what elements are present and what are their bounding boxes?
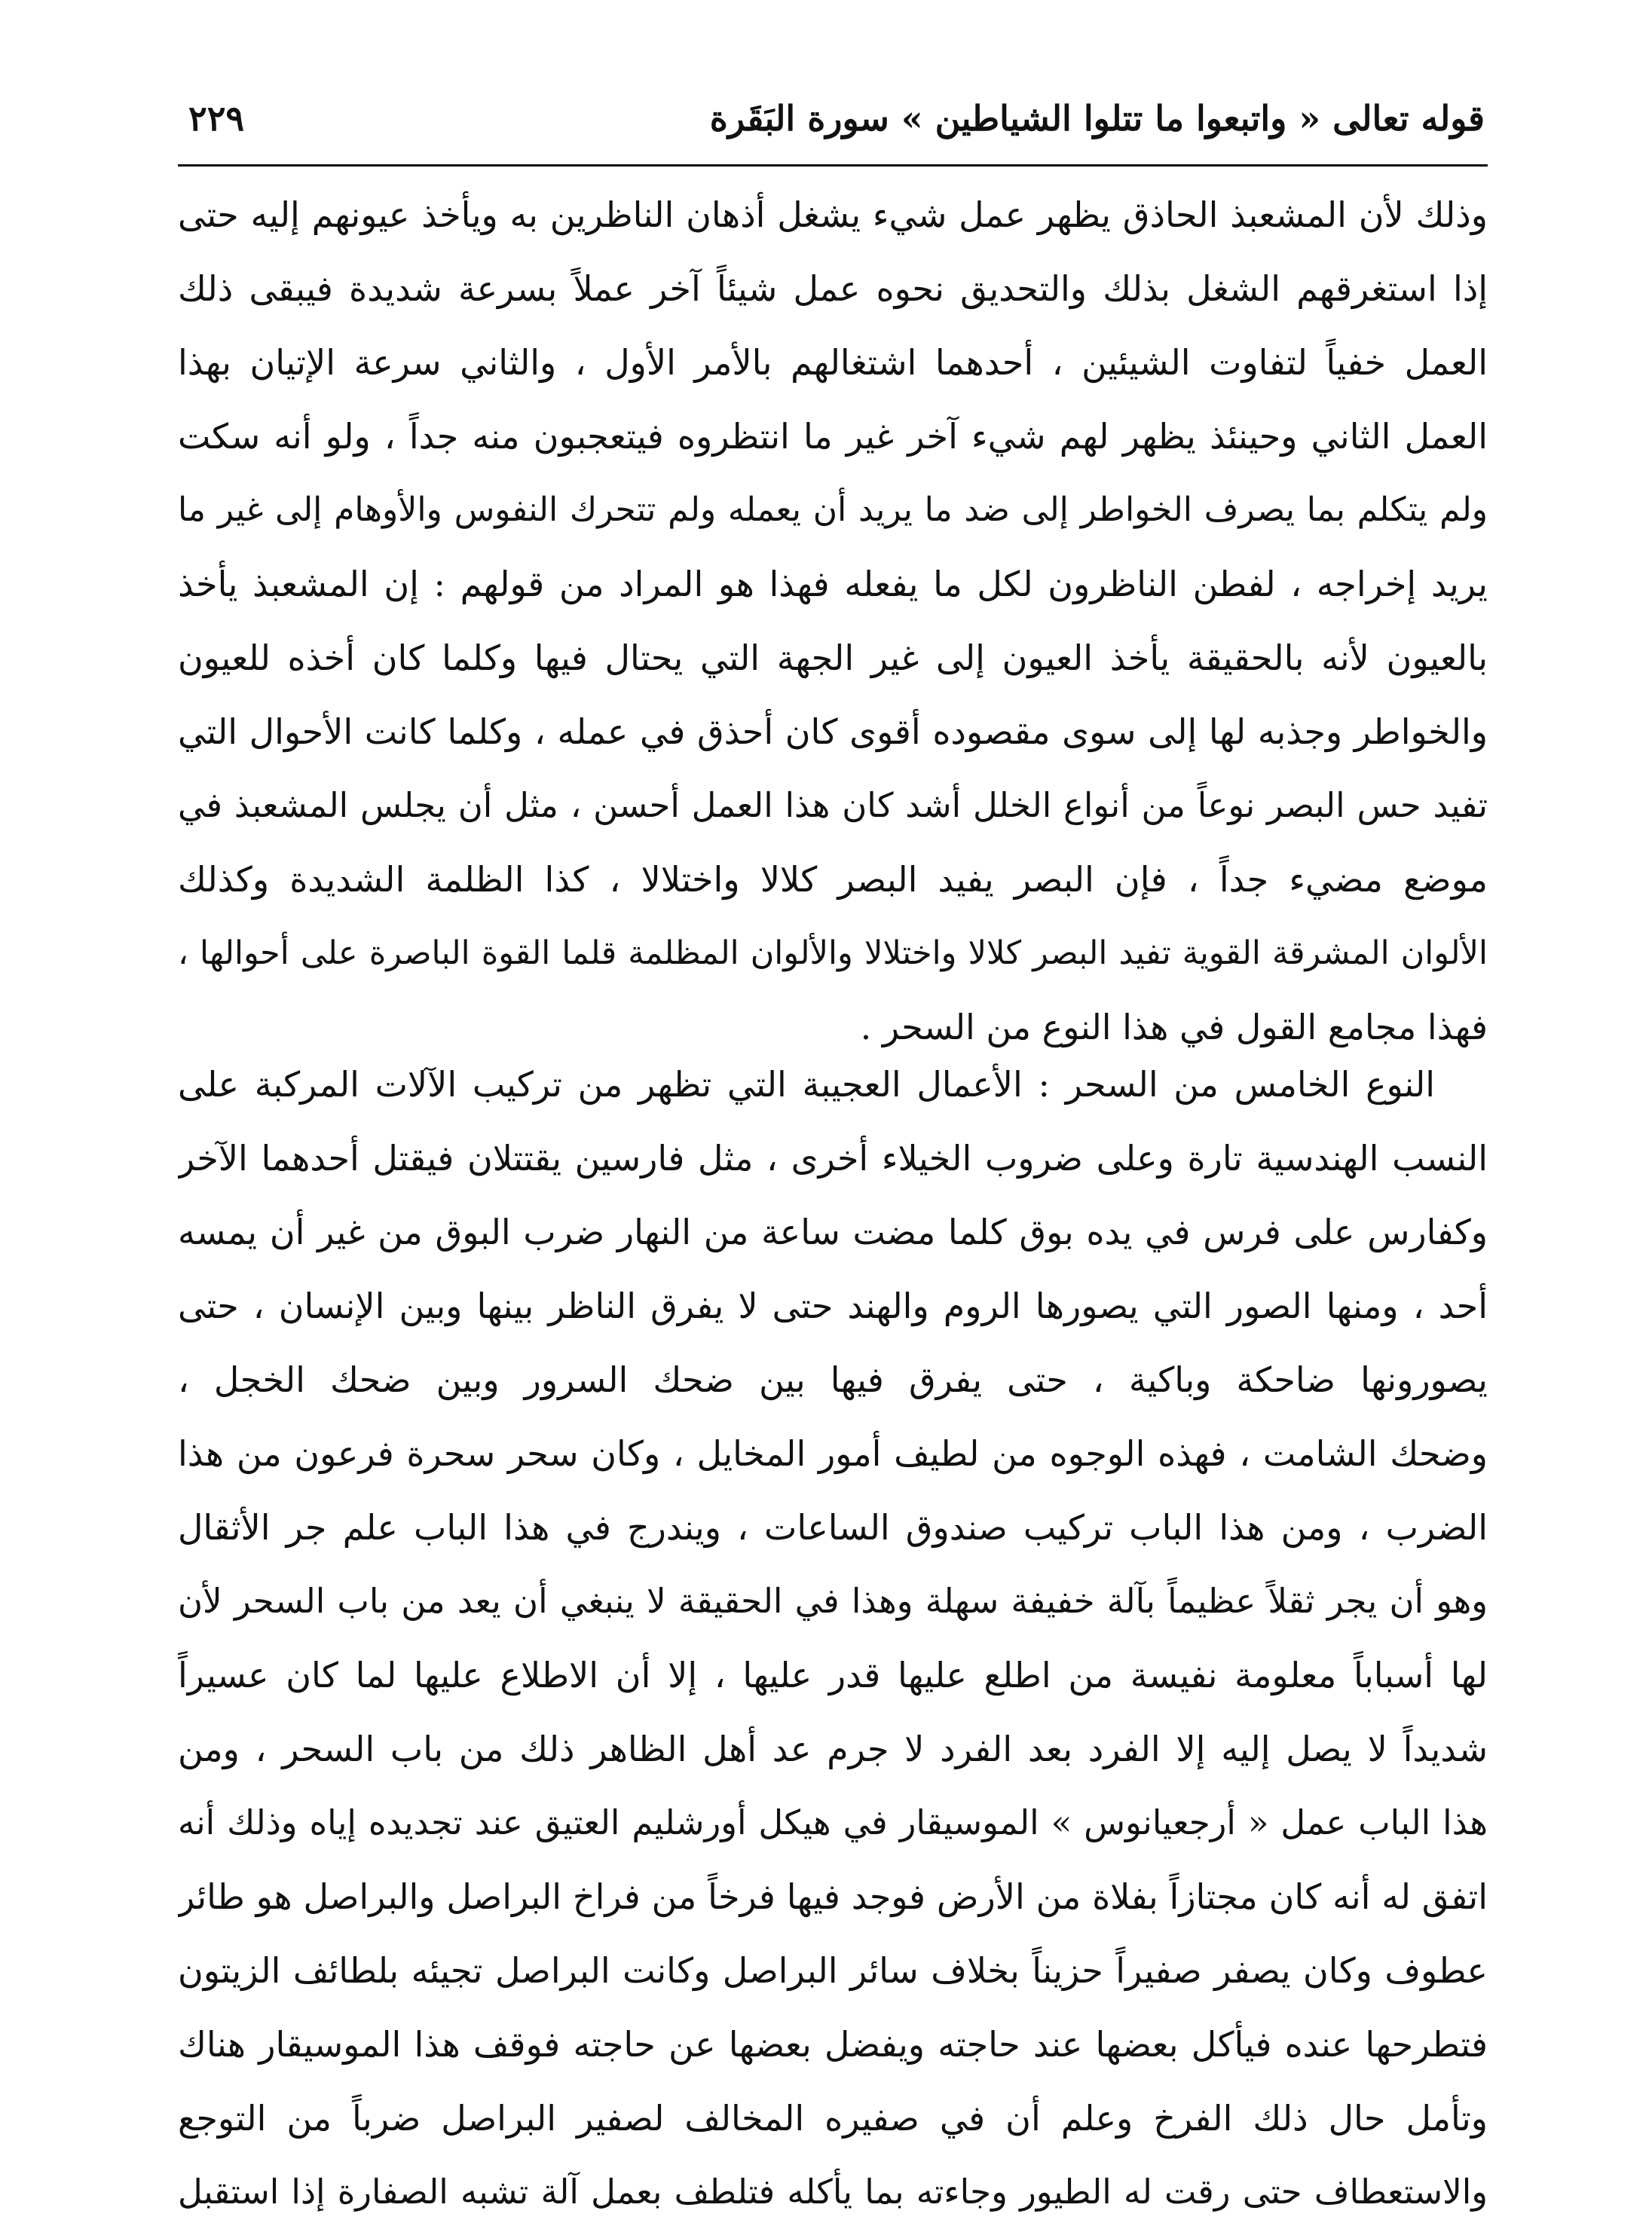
text-line: عطوف وكان يصفر صفيراً حزيناً بخلاف سائر البراصل وكانت البراصل تجيئه بلطائف الزيتون	[178, 1950, 1488, 1991]
text-line: موضع مضيء جداً ، فإن البصر يفيد البصر كلالا واختلالا ، كذا الظلمة الشديدة وكذلك	[178, 859, 1488, 900]
text-line: العمل الثاني وحينئذ يظهر لهم شيء آخر غير ما انتظروه فيتعجبون منه جداً ، ولو أنه سكت	[178, 416, 1488, 457]
text-line: ولم يتكلم بما يصرف الخواطر إلى ضد ما يريد أن يعمله ولم تتحرك النفوس والأوهام إلى غير ما	[178, 491, 1488, 529]
text-line: شديداً لا يصل إليه إلا الفرد بعد الفرد لا جرم عد أهل الظاهر ذلك من باب السحر ، ومن	[178, 1729, 1488, 1769]
text-line: فهذا مجامع القول في هذا النوع من السحر .	[860, 1007, 1488, 1047]
text-line: يريد إخراجه ، لفطن الناظرون لكل ما يفعله فهذا هو المراد من قولهم : إن المشعبذ يأخذ	[178, 564, 1488, 604]
text-line: وذلك لأن المشعبذ الحاذق يظهر عمل شيء يشغل أذهان الناظرين به ويأخذ عيونهم إليه حتى	[178, 194, 1488, 235]
text-line: النسب الهندسية تارة وعلى ضروب الخيلاء أخرى ، مثل فارسين يقتتلان فيقتل أحدهما الآخر	[178, 1138, 1488, 1179]
text-line: لها أسباباً معلومة نفيسة من اطلع عليها قدر عليها ، إلا أن الاطلاع عليها لما كان عسيراً	[178, 1655, 1488, 1695]
text-line: أحد ، ومنها الصور التي يصورها الروم والهند حتى لا يفرق الناظر بينها وبين الإنسان ، حتى	[178, 1286, 1488, 1326]
text-line: النوع الخامس من السحر : الأعمال العجيبة التي تظهر من تركيب الآلات المركبة على	[178, 1064, 1435, 1105]
text-line: وتأمل حال ذلك الفرخ وعلم أن في صفيره المخالف لصفير البراصل ضرباً من التوجع	[178, 2098, 1488, 2139]
text-line: اتفق له أنه كان مجتازاً بفلاة من الأرض فوجد فيها فرخاً من فراخ البراصل والبراصل هو طائر	[178, 1876, 1488, 1917]
header-divider	[178, 164, 1488, 167]
text-line: وكفارس على فرس في يده بوق كلما مضت ساعة من النهار ضرب البوق من غير أن يمسه	[178, 1212, 1488, 1252]
text-line: الألوان المشرقة القوية تفيد البصر كلالا واختلالا والألوان المظلمة قلما القوة الباصرة على أحوالها ،	[178, 934, 1488, 972]
paragraph-2	[178, 1047, 1488, 2229]
running-header	[181, 90, 1485, 158]
text-line: والخواطر وجذبه لها إلى سوى مقصوده أقوى كان أحذق في عمله ، وكلما كانت الأحوال التي	[178, 711, 1488, 752]
text-line: بالعيون لأنه بالحقيقة يأخذ العيون إلى غير الجهة التي يحتال فيها وكلما كان أخذه للعيون	[178, 638, 1488, 678]
text-line: الضرب ، ومن هذا الباب تركيب صندوق الساعات ، ويندرج في هذا الباب علم جر الأثقال	[178, 1507, 1488, 1548]
text-line: وضحك الشامت ، فهذه الوجوه من لطيف أمور المخايل ، وكان سحر سحرة فرعون من هذا	[178, 1433, 1488, 1474]
text-line: يصورونها ضاحكة وباكية ، حتى يفرق فيها بين ضحك السرور وبين ضحك الخجل ،	[178, 1359, 1488, 1400]
text-line: تفيد حس البصر نوعاً من أنواع الخلل أشد كان هذا العمل أحسن ، مثل أن يجلس المشعبذ في	[178, 785, 1488, 825]
text-line: والاستعطاف حتى رقت له الطيور وجاءته بما يأكله فتلطف بعمل آلة تشبه الصفارة إذا استقبل	[178, 2172, 1488, 2212]
page-number: ٢٢٩	[188, 98, 245, 139]
text-line: فتطرحها عنده فيأكل بعضها عند حاجته ويفضل بعضها عن حاجته فوقف هذا الموسيقار هناك	[178, 2024, 1488, 2065]
text-line: هذا الباب عمل « أرجعيانوس » الموسيقار في هيكل أورشليم العتيق عند تجديده إياه وذلك أنه	[178, 1802, 1488, 1842]
text-line: وهو أن يجر ثقلاً عظيماً بآلة خفيفة سهلة وهذا في الحقيقة لا ينبغي أن يعد من باب السحر لأن	[178, 1581, 1488, 1621]
paragraph-1	[178, 178, 1488, 1064]
text-line: العمل خفياً لتفاوت الشيئين ، أحدهما اشتغالهم بالأمر الأول ، والثاني سرعة الإتيان بهذا	[178, 342, 1488, 383]
text-line: إذا استغرقهم الشغل بذلك والتحديق نحوه عمل شيئاً آخر عملاً بسرعة شديدة فيبقى ذلك	[178, 268, 1488, 309]
header-title: قوله تعالى « واتبعوا ما تتلوا الشياطين » سورة البَقَرة	[709, 98, 1485, 139]
